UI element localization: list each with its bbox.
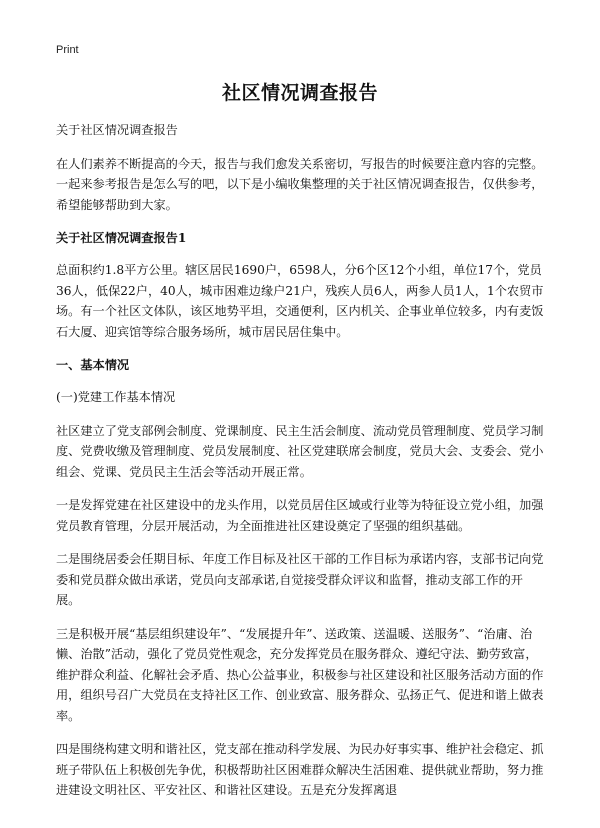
body-paragraph: 一是发挥党建在社区建设中的龙头作用，以党员居住区域或行业等为特征设立党小组，加强党员教育管理，分层开展活动，为全面推进社区建设奠定了坚强的组织基础。 bbox=[56, 498, 544, 533]
body-paragraph: 二是围绕居委会任期目标、年度工作目标及社区干部的工作目标为承诺内容，支部书记向党委和党员群众做出承诺，党员向支部承诺,自觉接受群众评议和监督，推动支部工作的开展。 bbox=[56, 552, 544, 607]
page-title: 社区情况调查报告 bbox=[221, 82, 378, 104]
print-label: Print bbox=[56, 44, 79, 56]
document-body bbox=[56, 120, 546, 814]
intro-paragraph: 在人们素养不断提高的今天，报告与我们愈发关系密切，写报告的时候要注意内容的完整。一起来参考报告是怎么写的吧，以下是小编收集整理的关于社区情况调查报告，仅供参考，希望能够帮助到大家。 bbox=[56, 156, 544, 212]
body-paragraph: 三是积极开展“基层组织建设年”、“发展提升年”、送政策、送温暖、送服务”、“治庸、治懒、治散”活动，强化了党员党性观念，充分发挥党员在服务群众、遵纪守法、勤劳致富，维护群众利益、化解社会矛盾、热心公益事业，积极参与社区建设和社区服务活动方面的作用，组织号召广大党员在支持社区工作、创业致富、服务群众、弘扬正气、促进和谐上做表率。 bbox=[56, 626, 544, 723]
section-heading-basic: 一、基本情况 bbox=[56, 358, 130, 372]
body-paragraph: 四是围绕构建文明和谐社区，党支部在推动科学发展、为民办好事实事、维护社会稳定、抓班子带队伍上积极创先争优，积极帮助社区困难群众解决生活困难、提供就业帮助，努力推进建设文明社区、平安社区、和谐社区建设。五是充分发挥离退 bbox=[56, 742, 544, 797]
overview-paragraph: 总面积约1.8平方公里。辖区居民1690户，6598人，分6个区12个小组，单位17个，党员36人，低保22户，40人，城市困难边缘户21户，残疾人员6人，两参人员1人，1个农贸市场。有一个社区文体队，该区地势平坦，交通便利，区内机关、企事业单位较多，内有麦饭石大厦、迎宾馆等综合服务场所，城市居民居住集中。 bbox=[56, 263, 544, 339]
body-paragraph: 社区建立了党支部例会制度、党课制度、民主生活会制度、流动党员管理制度、党员学习制度、党费收缴及管理制度、党员发展制度、社区党建联席会制度，党员大会、支委会、党小组会、党课、党员民主生活会等活动开展正常。 bbox=[56, 423, 544, 479]
section-heading-report-1: 关于社区情况调查报告1 bbox=[56, 231, 187, 245]
document-subtitle: 关于社区情况调查报告 bbox=[56, 123, 178, 137]
party-subheading: (一)党建工作基本情况 bbox=[56, 390, 176, 404]
